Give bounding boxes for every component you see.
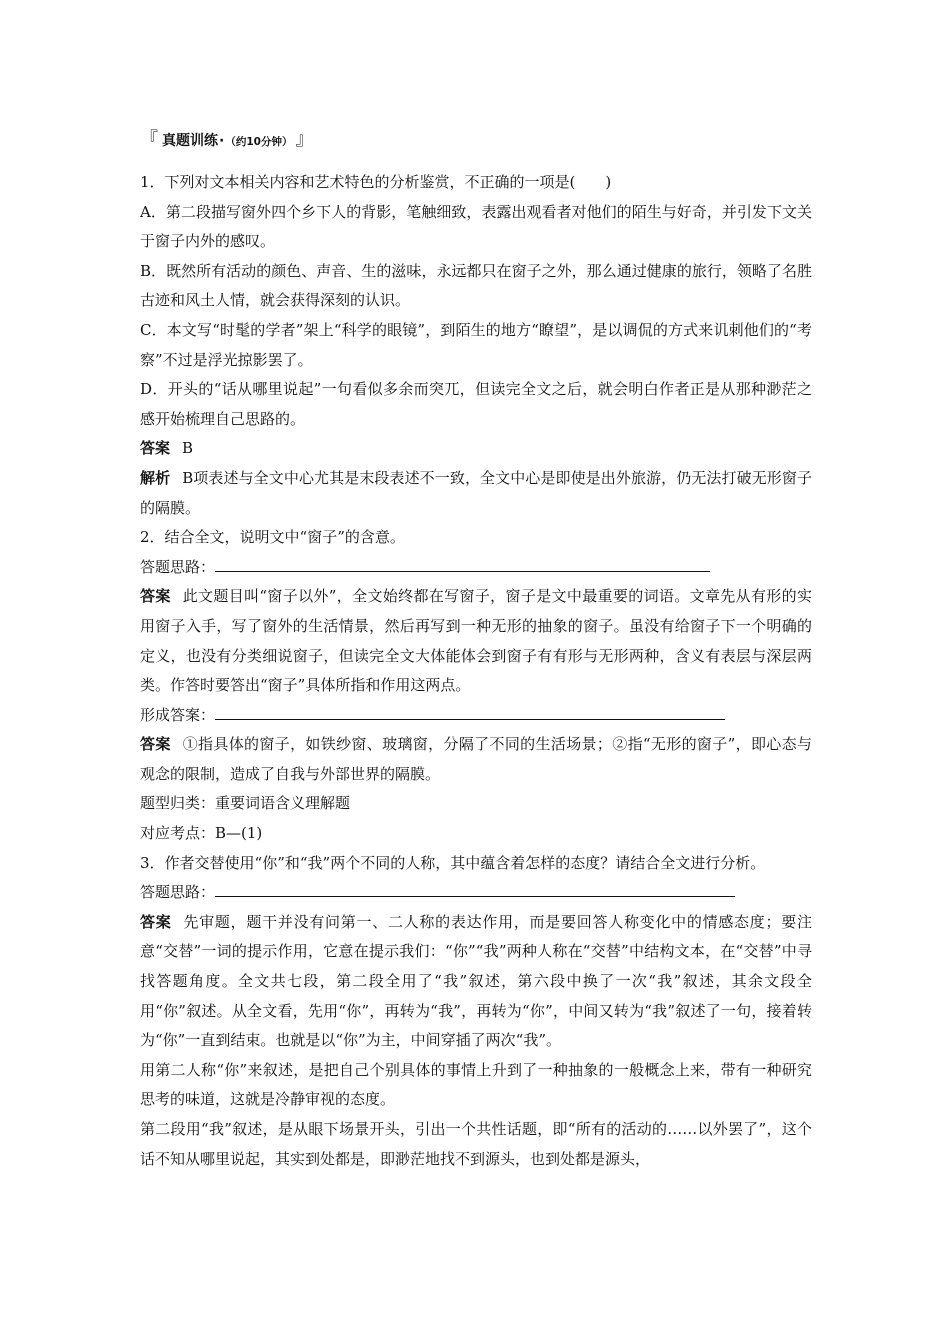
q1-analysis xyxy=(140,464,812,523)
q3-para2: 用第二人称“你”来叙述，是把自己个别具体的事情上升到了一种抽象的一般概念上来，带有一种研究思考的味道，这就是冷静审视的态度。 xyxy=(140,1060,812,1109)
q3-stem: 3．作者交替使用“你”和“我”两个不同的人称，其中蕴含着怎样的态度？请结合全文进行分析。 xyxy=(140,853,766,872)
q2-answer1-text: 此文题目叫“窗子以外”，全文始终都在写窗子，窗子是文中最重要的词语。文章先从有形的实用窗子入手，写了窗外的生活情景，然后再写到一种无形的抽象的窗子。虽没有给窗子下一个明确的定义，也没有分类细说窗子，但读完全文大体能体会到窗子有有形与无形两种，含义有表层与深层两类。作答时要答出“窗子”具体所指和作用这两点。 xyxy=(140,587,812,695)
q2-form xyxy=(140,701,812,731)
analysis-label: 解析 xyxy=(140,468,171,487)
q2-answer2-text: ①指具体的窗子，如铁纱窗、玻璃窗，分隔了不同的生活场景；②指“无形的窗子”，即心态与观念的限制，造成了自我与外部世界的隔膜。 xyxy=(140,735,812,783)
header-subtitle: （约10分钟） xyxy=(225,136,293,148)
header-bracket-open: 『 xyxy=(140,129,158,150)
answer-blank xyxy=(215,553,710,572)
answer-label: 答案 xyxy=(140,912,172,931)
answer-label: 答案 xyxy=(140,439,171,458)
content xyxy=(140,130,812,1174)
header-title: 真题训练 xyxy=(162,133,218,149)
q1-option-c: C．本文写“时髦的学者”架上“科学的眼镜”，到陌生的地方“瞭望”，是以调侃的方式来讥刺他们的“考察”不过是浮光掠影罢了。 xyxy=(140,320,812,369)
q3-answer1-text: 先审题，题干并没有问第一、二人称的表达作用，而是要回答人称变化中的情感态度；要注意“交替”一词的提示作用，它意在提示我们：“你”“我”两种人称在“交替”中结构文本，在“交替”中寻找答题角度。全文共七段，第二段全用了“我”叙述，第六段中换了一次“我”叙述，其余文段全用“你”叙述。从全文看，先用“你”，再转为“我”，再转为“你”，中间又转为“我”叙述了一句，接着转为“你”一直到结束。也就是以“你”为主，中间穿插了两次“我”。 xyxy=(140,912,812,1050)
q3-para3: 第二段用“我”叙述，是从眼下场景开头，引出一个共性话题，即“所有的活动的……以外罢了”，这个话不知从哪里说起，其实到处都是，即渺茫地找不到源头，也到处都是源头， xyxy=(140,1120,812,1168)
q2-type: 题型归类：重要词语含义理解题 xyxy=(140,794,351,813)
answer-label: 答案 xyxy=(140,587,171,606)
q1-option-a: A．第二段描写窗外四个乡下人的背影，笔触细致，表露出观看者对他们的陌生与好奇，并引发下文关于窗子内外的感叹。 xyxy=(140,202,812,251)
q2-answer1 xyxy=(140,582,812,700)
thinking-label: 答题思路： xyxy=(140,883,216,902)
thinking-label: 答题思路： xyxy=(140,557,216,576)
answer-blank xyxy=(215,878,735,897)
q1-answer-text: B xyxy=(182,439,194,458)
header-separator: · xyxy=(219,133,225,149)
section-header xyxy=(140,130,812,156)
q2-point: 对应考点：B—(1) xyxy=(140,824,263,843)
answer-blank xyxy=(215,701,725,720)
q1-stem: 1．下列对文本相关内容和艺术特色的分析鉴赏，不正确的一项是( ) xyxy=(140,173,612,191)
q2-answer2 xyxy=(140,730,812,789)
q1-option-d: D．开头的“话从哪里说起”一句看似多余而突兀，但读完全文之后，就会明白作者正是从那种渺茫之感开始梳理自己思路的。 xyxy=(140,380,812,428)
header-bracket-close: 』 xyxy=(295,129,314,150)
q3-answer1 xyxy=(140,908,812,1056)
q1-analysis-text: B项表述与全文中心尤其是末段表述不一致，全文中心是即使是出外旅游，仍无法打破无形窗子的隔膜。 xyxy=(140,468,812,517)
form-label: 形成答案： xyxy=(140,705,216,724)
q2-stem: 2．结合全文，说明文中“窗子”的含意。 xyxy=(140,528,405,547)
q1-option-b: B．既然所有活动的颜色、声音、生的滋味，永远都只在窗子之外，那么通过健康的旅行，领略了名胜古迹和风土人情，就会获得深刻的认识。 xyxy=(140,261,812,310)
q2-thinking xyxy=(140,553,812,583)
q3-thinking xyxy=(140,878,812,908)
q1-answer xyxy=(140,434,812,464)
answer-label: 答案 xyxy=(140,735,171,754)
